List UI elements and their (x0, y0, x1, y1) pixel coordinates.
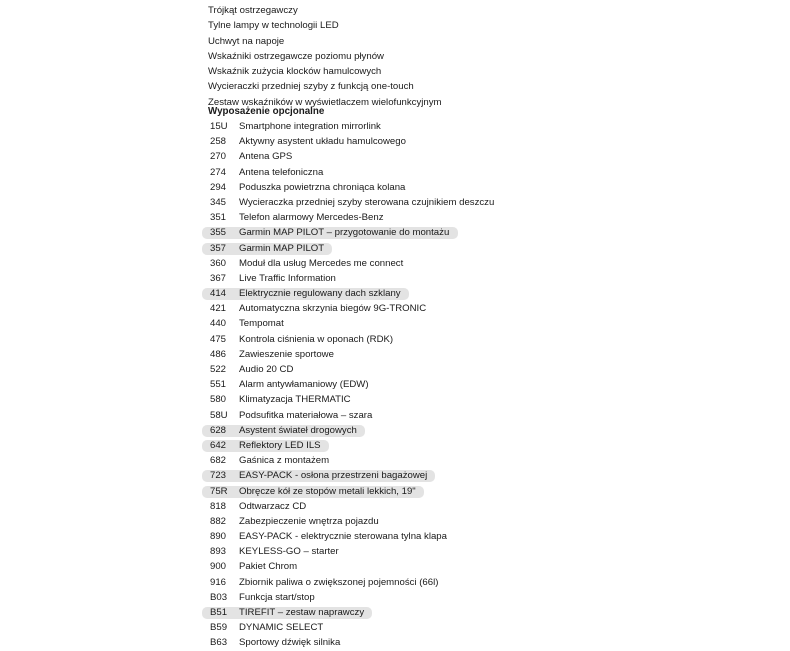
option-name: Asystent świateł drogowych (239, 424, 357, 436)
standard-equipment-item: Wskaźnik zużycia klocków hamulcowych (208, 66, 382, 78)
option-code: 890 (210, 531, 227, 543)
standard-equipment-item: Wycieraczki przedniej szyby z funkcją one-touch (208, 81, 414, 93)
option-name: Antena telefoniczna (239, 166, 324, 178)
option-name: Antena GPS (239, 151, 293, 163)
option-code: 628 (210, 424, 227, 436)
option-code: 351 (210, 212, 227, 224)
option-code: 440 (210, 318, 227, 330)
option-code: 900 (210, 561, 227, 573)
option-name: Poduszka powietrzna chroniąca kolana (239, 181, 406, 193)
option-code: 723 (210, 470, 227, 482)
option-code: 421 (210, 303, 227, 315)
option-code: 294 (210, 181, 227, 193)
option-name: EASY-PACK - osłona przestrzeni bagażowej (239, 470, 428, 482)
option-code: 414 (210, 288, 227, 300)
option-name: Kontrola ciśnienia w oponach (RDK) (239, 333, 394, 345)
option-code: 15U (210, 121, 228, 132)
option-code: 475 (210, 333, 227, 345)
option-code: B03 (210, 591, 228, 603)
option-name: Klimatyzacja THERMATIC (239, 394, 351, 406)
option-code: B59 (210, 622, 228, 634)
option-name: Funkcja start/stop (239, 591, 315, 603)
option-code: B51 (210, 607, 228, 618)
option-name: Aktywny asystent układu hamulcowego (239, 136, 406, 148)
option-code: 551 (210, 379, 227, 391)
option-name: Zawieszenie sportowe (239, 348, 334, 360)
option-code: 580 (210, 394, 227, 406)
option-code: 522 (210, 364, 227, 375)
option-code: 893 (210, 546, 227, 558)
option-code: 75R (210, 485, 228, 497)
option-code: 882 (210, 515, 227, 527)
option-name: Reflektory LED ILS (239, 439, 321, 451)
option-code: 682 (210, 455, 227, 467)
option-name: EASY-PACK - elektrycznie sterowana tylna klapa (239, 531, 447, 543)
option-code: 357 (210, 242, 227, 254)
option-name: Elektrycznie regulowany dach szklany (239, 288, 401, 300)
option-name: Sportowy dźwięk silnika (239, 637, 341, 649)
option-name: Zabezpieczenie wnętrza pojazdu (239, 515, 379, 527)
option-name: DYNAMIC SELECT (239, 622, 324, 634)
option-code: 345 (210, 196, 227, 208)
option-code: 270 (210, 151, 227, 163)
option-name: Wycieraczka przedniej szyby sterowana czujnikiem deszczu (239, 196, 495, 208)
standard-equipment-item: Uchwyt na napoje (208, 35, 285, 47)
standard-equipment-list (208, 3, 442, 110)
option-name: KEYLESS-GO – starter (239, 546, 339, 558)
option-code: 818 (210, 500, 227, 512)
option-name: Obręcze kół ze stopów metali lekkich, 19" (239, 485, 416, 497)
option-name: Zbiornik paliwa o zwiększonej pojemności (66l) (239, 576, 439, 588)
option-name: Pakiet Chrom (239, 561, 298, 573)
option-code: 486 (210, 348, 227, 360)
option-name: Alarm antywłamaniowy (EDW) (239, 379, 369, 391)
standard-equipment-item: Wskaźniki ostrzegawcze poziomu płynów (208, 50, 384, 62)
option-name: Automatyczna skrzynia biegów 9G-TRONIC (239, 303, 427, 315)
standard-equipment-item: Trójkąt ostrzegawczy (208, 5, 298, 16)
option-name: Audio 20 CD (239, 364, 294, 375)
option-code: 367 (210, 272, 227, 284)
standard-equipment-item: Tylne lampy w technologii LED (208, 20, 339, 32)
option-code: 258 (210, 136, 227, 148)
option-name: Tempomat (239, 318, 284, 330)
option-code: 274 (210, 166, 227, 178)
option-code: 642 (210, 439, 227, 451)
option-name: Gaśnica z montażem (239, 455, 330, 467)
option-name: Odtwarzacz CD (239, 500, 307, 512)
option-name: Moduł dla usług Mercedes me connect (239, 257, 404, 269)
option-name: Smartphone integration mirrorlink (239, 121, 381, 132)
option-code: 360 (210, 257, 227, 269)
option-name: TIREFIT – zestaw naprawczy (239, 607, 365, 618)
option-code: B63 (210, 637, 228, 649)
option-code: 916 (210, 576, 227, 588)
option-name: Garmin MAP PILOT (239, 242, 325, 254)
standard-equipment-item: Zestaw wskaźników w wyświetlaczem wielofunkcyjnym (208, 96, 442, 108)
option-code: 58U (210, 409, 228, 421)
option-code: 355 (210, 227, 227, 239)
optional-equipment-heading: Wyposażenie opcjonalne (208, 106, 325, 117)
option-name: Live Traffic Information (239, 272, 336, 284)
option-name: Garmin MAP PILOT – przygotowanie do montażu (239, 227, 450, 239)
option-name: Telefon alarmowy Mercedes-Benz (239, 212, 384, 224)
option-name: Podsufitka materiałowa – szara (239, 409, 373, 421)
